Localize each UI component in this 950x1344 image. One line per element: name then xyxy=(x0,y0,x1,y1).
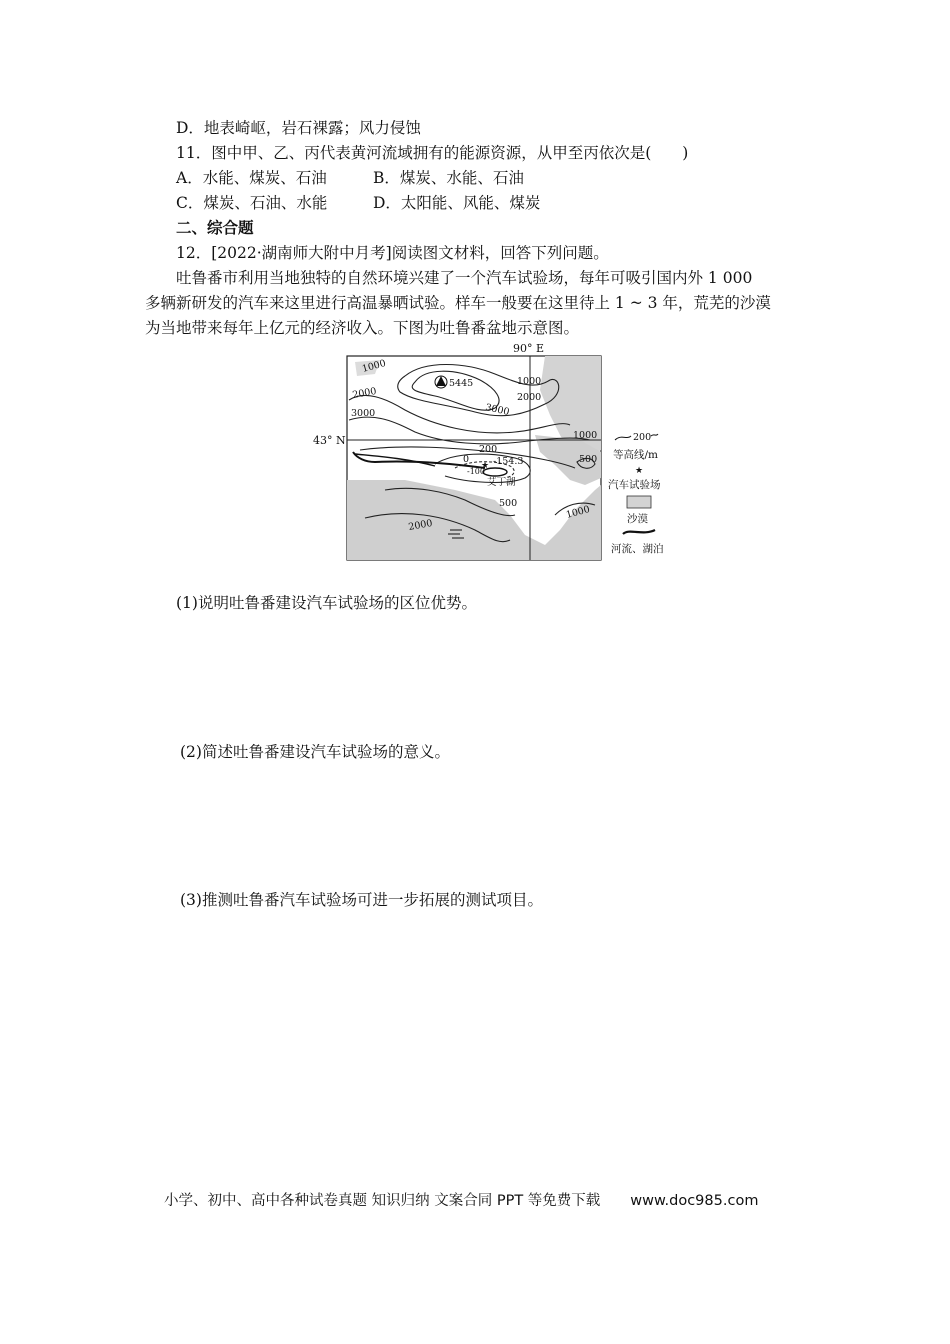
legend-desert-swatch xyxy=(627,496,651,508)
contour-label: 0 xyxy=(463,454,470,465)
q12-head: 12．[2022·湖南师大附中月考]阅读图文材料，回答下列问题。 xyxy=(176,244,609,262)
page-footer xyxy=(164,1192,758,1210)
legend-desert-label: 沙漠 xyxy=(627,513,648,525)
legend-contour-value: 200 xyxy=(633,432,652,443)
q11-stem: 11．图中甲、乙、丙代表黄河流域拥有的能源资源，从甲至丙依次是( ) xyxy=(176,144,689,162)
contour-label: -100 xyxy=(467,467,485,476)
contour-label: 500 xyxy=(499,498,518,509)
footer-url[interactable]: www.doc985.com xyxy=(630,1193,759,1209)
longitude-label: 90° E xyxy=(513,342,545,355)
latitude-label: 43° N xyxy=(313,434,346,447)
q12-sub-question-1: (1)说明吐鲁番建设汽车试验场的区位优势。 xyxy=(176,594,477,612)
contour-label: 2000 xyxy=(517,392,542,403)
footer-text: 小学、初中、高中各种试卷真题 知识归纳 文案合同 PPT 等免费下载 xyxy=(164,1193,601,1209)
contour-label: 2000 xyxy=(407,517,434,533)
contour-label: 2000 xyxy=(351,385,378,401)
svg-text:★: ★ xyxy=(481,461,490,471)
lowest-point-label: -154.3 xyxy=(493,456,524,467)
legend-contour-name: 等高线/m xyxy=(613,449,658,461)
contour-label: 1000 xyxy=(517,376,542,387)
contour-label: 500 xyxy=(579,454,598,465)
lake-label: 艾丁湖 xyxy=(487,477,516,488)
q12-sub-question-3: (3)推测吐鲁番汽车试验场可进一步拓展的测试项目。 xyxy=(180,891,543,909)
q11-option-d: D．太阳能、风能、煤炭 xyxy=(373,194,541,212)
q12-para-line-2: 多辆新研发的汽车来这里进行高温暴晒试验。样车一般要在这里待上 1 ~ 3 年，荒芜的沙漠 xyxy=(145,294,771,312)
legend-river-label: 河流、湖泊 xyxy=(611,543,664,555)
q11-option-c: C．煤炭、石油、水能 xyxy=(176,194,328,212)
contour-label: 1000 xyxy=(573,430,598,441)
contour-label: 3000 xyxy=(484,402,511,418)
turpan-basin-map xyxy=(313,340,675,562)
peak-label: 5445 xyxy=(449,378,474,389)
q12-sub-question-2: (2)简述吐鲁番建设汽车试验场的意义。 xyxy=(180,743,450,761)
contour-label: 1000 xyxy=(564,504,592,521)
contour-label: 3000 xyxy=(351,408,376,419)
q12-para-line-3: 为当地带来每年上亿元的经济收入。下图为吐鲁番盆地示意图。 xyxy=(145,319,580,337)
legend-site-star: ★ xyxy=(635,466,644,476)
contour-label: 1000 xyxy=(360,358,388,375)
q11-option-a: A．水能、煤炭、石油 xyxy=(176,169,327,187)
contour-label: 200 xyxy=(479,444,498,455)
q10-option-d: D．地表崎岖，岩石裸露；风力侵蚀 xyxy=(176,119,421,137)
q11-option-b: B．煤炭、水能、石油 xyxy=(373,169,524,187)
section-title: 二、综合题 xyxy=(176,218,254,237)
legend-site-label: 汽车试验场 xyxy=(608,479,661,491)
q12-para-line-1: 吐鲁番市利用当地独特的自然环境兴建了一个汽车试验场，每年可吸引国内外 1 000 xyxy=(176,269,753,287)
